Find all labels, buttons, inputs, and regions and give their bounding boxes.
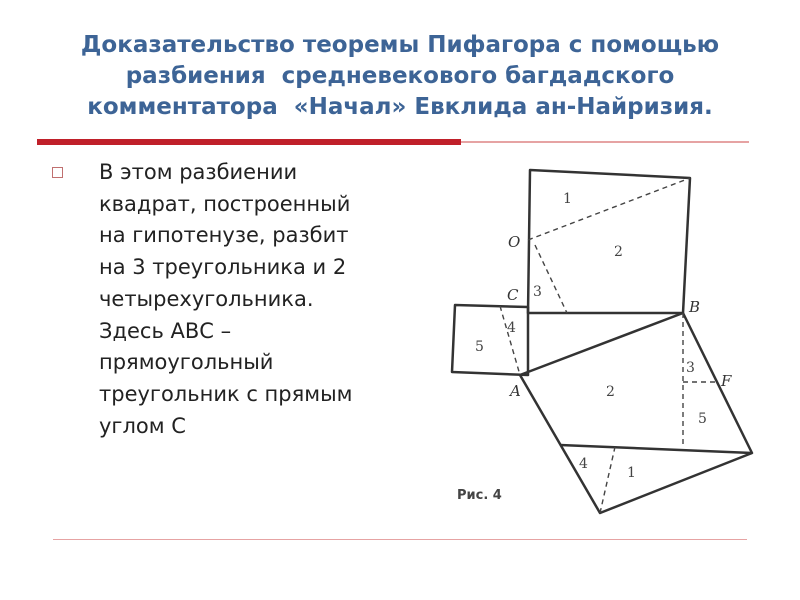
piece-number: 5 xyxy=(475,339,484,355)
dashed-line-4 xyxy=(500,306,520,375)
title-line-1: Доказательство теоремы Пифагора с помощью xyxy=(80,32,720,58)
dashed-line-4-lower xyxy=(600,447,615,513)
piece-number: 2 xyxy=(606,384,615,400)
square-on-bc xyxy=(528,170,690,313)
title-line-3: комментатора «Начал» Евклида ан-Найризия. xyxy=(87,94,713,120)
label-point-o: O xyxy=(508,233,521,251)
body-line: квадрат, построенный xyxy=(99,191,351,216)
cut-line-lower xyxy=(560,445,752,453)
body-line: треугольник с прямым xyxy=(99,381,353,406)
figure-caption: Рис. 4 xyxy=(457,488,502,503)
piece-number: 2 xyxy=(614,244,623,260)
body-line: на 3 треугольника и 2 xyxy=(99,255,347,280)
body-line: четырехугольника. xyxy=(99,286,314,311)
label-point-a: A xyxy=(510,382,521,400)
piece-number: 5 xyxy=(698,411,707,427)
label-point-c: C xyxy=(507,286,519,304)
piece-number: 4 xyxy=(579,456,588,472)
piece-number: 4 xyxy=(507,320,516,336)
dashed-line-o xyxy=(528,178,690,240)
title-line-2: разбиения средневекового багдадского xyxy=(125,63,675,89)
square-on-ac xyxy=(452,305,528,375)
dashed-line-c3 xyxy=(535,245,567,313)
piece-number: 1 xyxy=(563,191,572,207)
piece-number: 3 xyxy=(533,284,542,300)
bullet-square-icon xyxy=(52,167,63,178)
body-paragraph xyxy=(99,157,439,442)
label-point-b: B xyxy=(689,298,701,316)
pythagoras-dissection-figure xyxy=(440,160,760,520)
body-line: Здесь АВС – xyxy=(99,318,232,343)
body-line: прямоугольный xyxy=(99,350,274,375)
body-line: углом С xyxy=(99,413,186,438)
body-line: на гипотенузе, разбит xyxy=(99,223,349,248)
title-divider-red xyxy=(37,139,461,145)
piece-number: 1 xyxy=(627,465,636,481)
body-line: В этом разбиении xyxy=(99,160,298,184)
bottom-divider xyxy=(53,539,747,540)
piece-number: 3 xyxy=(686,360,695,376)
title-divider-thin xyxy=(461,141,749,143)
slide-title xyxy=(20,30,780,123)
dissection-diagram xyxy=(440,160,760,520)
label-point-f: F xyxy=(721,372,732,390)
square-on-hypotenuse xyxy=(520,313,752,513)
